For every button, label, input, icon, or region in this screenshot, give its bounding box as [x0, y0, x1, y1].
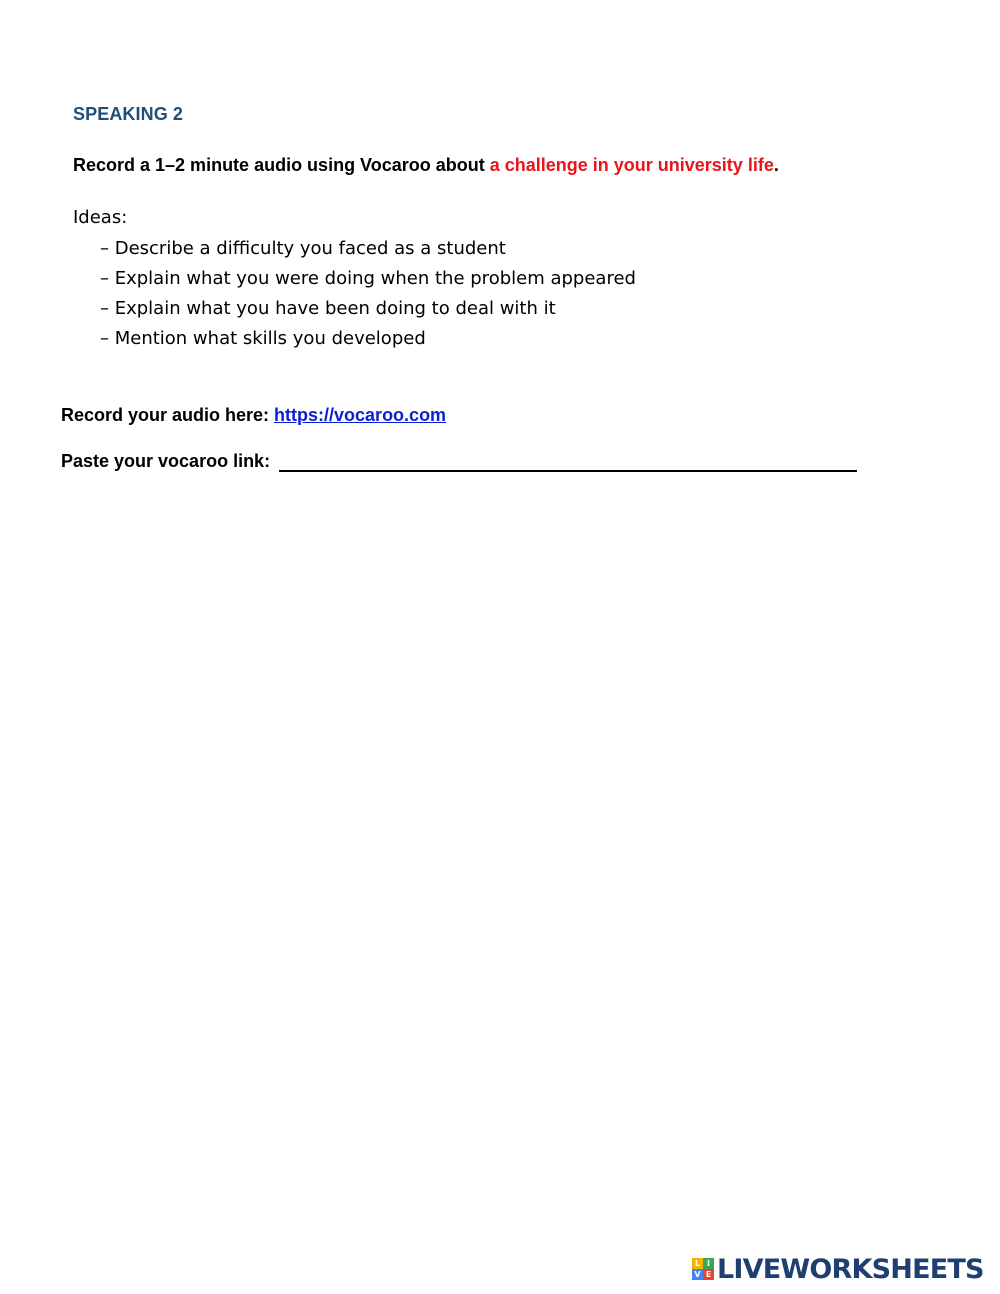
idea-item: – Describe a difficulty you faced as a student — [100, 238, 506, 259]
logo-letter: V — [692, 1269, 703, 1280]
instruction-prefix: Record a 1–2 minute audio using Vocaroo about — [73, 155, 490, 175]
record-label: Record your audio here: — [61, 405, 275, 425]
logo-letter: L — [692, 1258, 703, 1269]
vocaroo-link-answer-field[interactable] — [279, 452, 857, 472]
liveworksheets-logo-icon — [692, 1258, 714, 1280]
idea-item: – Explain what you have been doing to deal with it — [100, 298, 556, 319]
instruction-topic: a challenge in your university life — [489, 155, 774, 175]
idea-item: – Explain what you were doing when the problem appeared — [100, 268, 636, 289]
instruction-text — [73, 155, 779, 176]
idea-item: – Mention what skills you developed — [100, 328, 426, 349]
record-audio-line — [61, 405, 446, 426]
liveworksheets-brand — [692, 1254, 984, 1284]
ideas-list — [100, 236, 636, 356]
logo-letter: E — [703, 1269, 714, 1280]
brand-name: LIVEWORKSHEETS — [717, 1253, 984, 1285]
section-heading: SPEAKING 2 — [73, 104, 184, 124]
paste-label: Paste your vocaroo link: — [61, 451, 276, 471]
logo-letter: I — [703, 1258, 714, 1269]
instruction-suffix: . — [773, 155, 779, 175]
ideas-label: Ideas: — [73, 207, 128, 228]
vocaroo-link[interactable]: https://vocaroo.com — [274, 405, 447, 425]
paste-link-line — [61, 451, 857, 472]
